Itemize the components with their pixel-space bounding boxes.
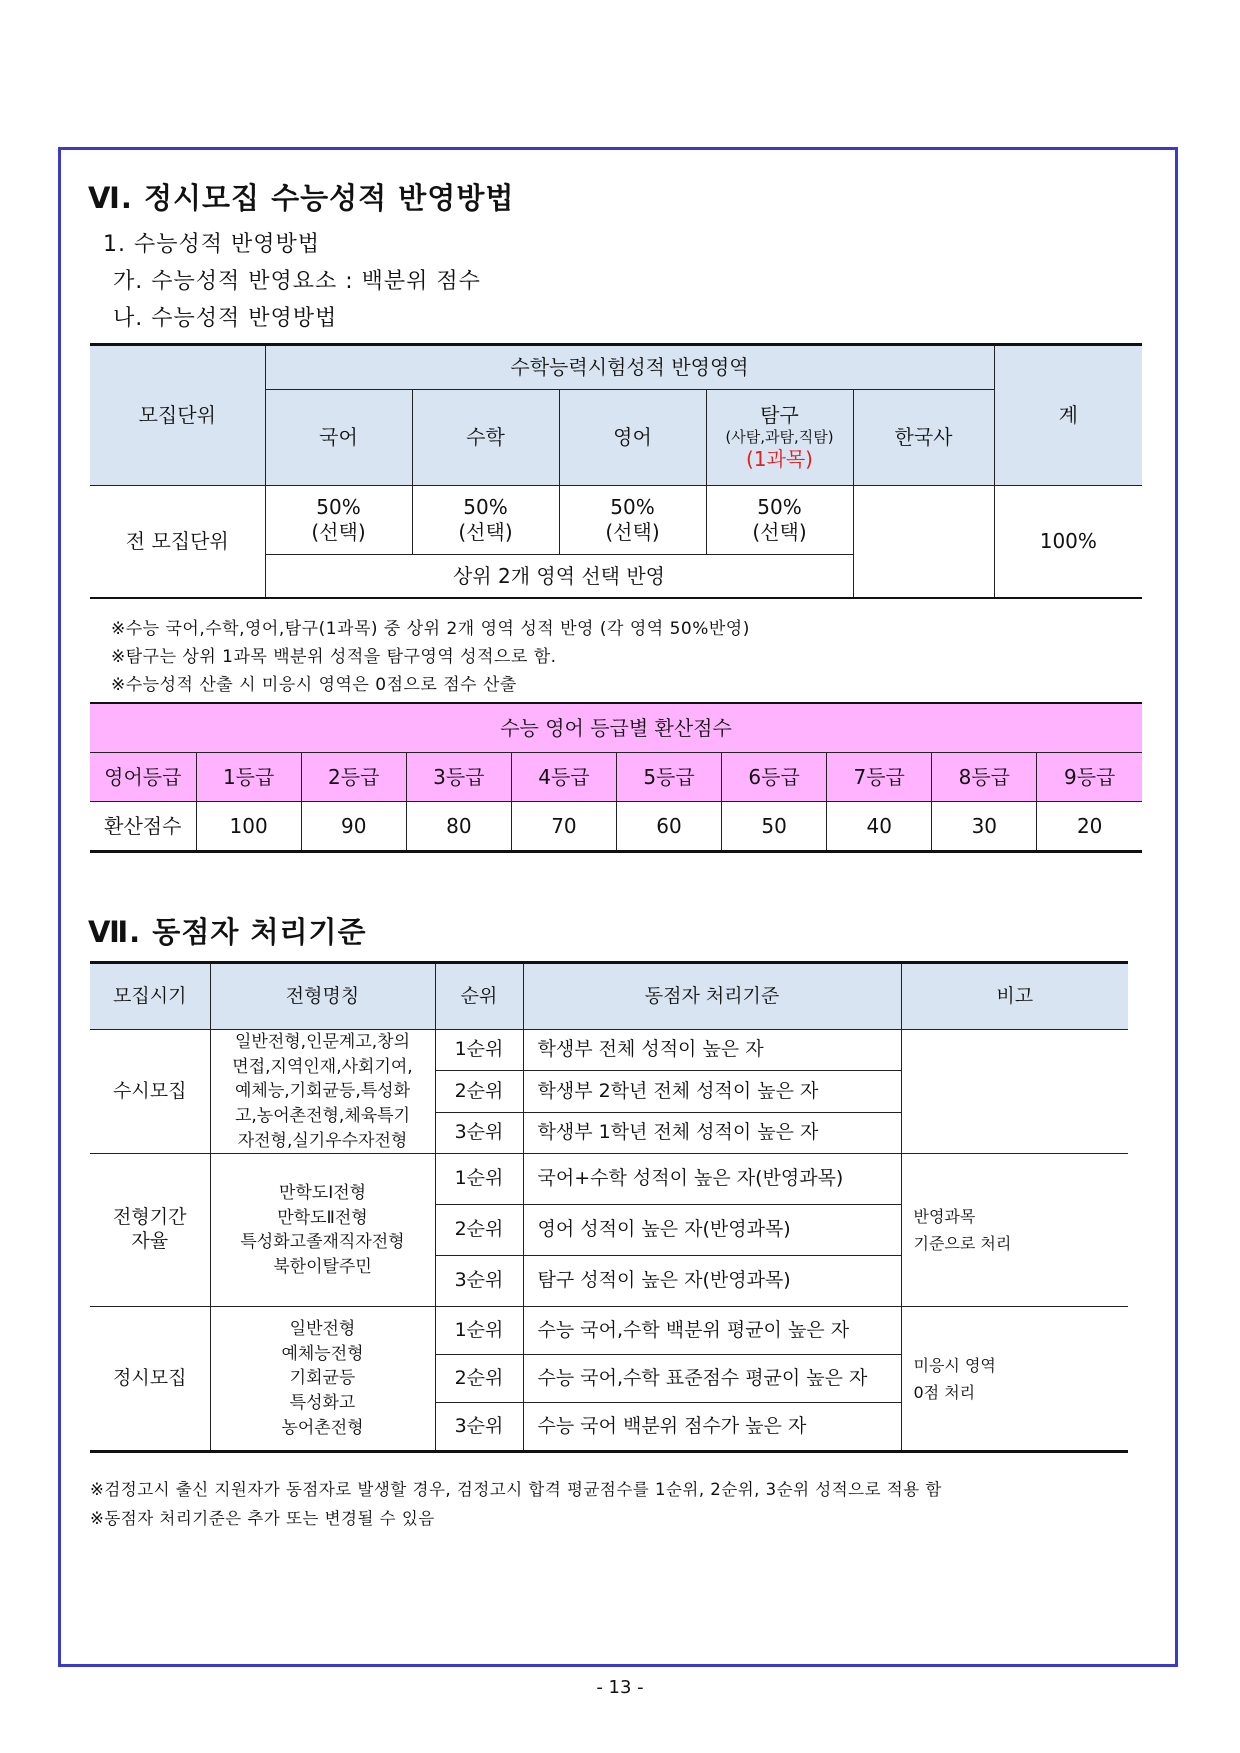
rank-cell: 2순위 [435, 1205, 523, 1256]
rank-cell: 3순위 [435, 1112, 523, 1153]
grade-cell: 4등급 [511, 753, 616, 802]
header-korean-history: 한국사 [853, 390, 994, 486]
section-7-title: Ⅶ. 동점자 처리기준 [88, 915, 367, 949]
criteria-cell: 수능 국어,수학 백분위 평균이 높은 자 [523, 1307, 901, 1355]
tie-break-table [90, 961, 1128, 1453]
header-rank: 순위 [435, 963, 523, 1030]
header-type: 전형명칭 [210, 963, 435, 1030]
criteria-cell: 수능 국어,수학 표준점수 평균이 높은 자 [523, 1355, 901, 1403]
grade-cell: 3등급 [406, 753, 511, 802]
period-autonomous: 전형기간 자율 [90, 1154, 210, 1307]
header-korean: 국어 [265, 390, 412, 486]
header-period: 모집시기 [90, 963, 210, 1030]
note-1-1: ※수능 국어,수학,영어,탐구(1과목) 중 상위 2개 영역 성적 반영 (각 영역 50%반영) [111, 619, 750, 639]
grade-cell: 8등급 [932, 753, 1037, 802]
korean-ratio: 50% (선택) [265, 486, 412, 555]
types-regular: 일반전형 예체능전형 기회균등 특성화고 농어촌전형 [210, 1307, 435, 1452]
page-number: - 13 - [596, 1677, 644, 1698]
criteria-cell: 학생부 2학년 전체 성적이 높은 자 [523, 1071, 901, 1112]
row-all-units: 전 모집단위 [90, 486, 265, 599]
types-autonomous: 만학도Ⅰ전형 만학도Ⅱ전형 특성화고졸재직자전형 북한이탈주민 [210, 1154, 435, 1307]
header-remark: 비고 [901, 963, 1128, 1030]
header-total: 계 [994, 345, 1142, 486]
grade-cell: 2등급 [301, 753, 406, 802]
score-cell: 50 [722, 802, 827, 852]
criteria-cell: 학생부 1학년 전체 성적이 높은 자 [523, 1112, 901, 1153]
header-english: 영어 [559, 390, 706, 486]
criteria-cell: 학생부 전체 성적이 높은 자 [523, 1030, 901, 1071]
score-cell: 70 [511, 802, 616, 852]
score-cell: 30 [932, 802, 1037, 852]
exploration-note: (1과목) [746, 446, 813, 471]
sub-heading-ga: 가. 수능성적 반영요소 : 백분위 점수 [113, 269, 481, 294]
header-criteria: 동점자 처리기준 [523, 963, 901, 1030]
period-early: 수시모집 [90, 1030, 210, 1154]
section-6-title: Ⅵ. 정시모집 수능성적 반영방법 [88, 181, 515, 215]
criteria-cell: 영어 성적이 높은 자(반영과목) [523, 1205, 901, 1256]
sub-heading-na: 나. 수능성적 반영방법 [113, 306, 338, 331]
score-cell: 60 [616, 802, 721, 852]
score-reflection-table [90, 343, 1142, 599]
remark-autonomous: 반영과목 기준으로 처리 [901, 1154, 1128, 1307]
grade-cell: 1등급 [196, 753, 301, 802]
header-reflection-area: 수학능력시험성적 반영영역 [265, 345, 994, 390]
criteria-cell: 수능 국어 백분위 점수가 높은 자 [523, 1403, 901, 1452]
rank-cell: 1순위 [435, 1307, 523, 1355]
score-cell: 90 [301, 802, 406, 852]
total-ratio: 100% [994, 486, 1142, 599]
score-label: 환산점수 [90, 802, 196, 852]
grade-cell: 6등급 [722, 753, 827, 802]
period-regular: 정시모집 [90, 1307, 210, 1452]
score-cell: 40 [827, 802, 932, 852]
header-recruit-unit: 모집단위 [90, 345, 265, 486]
exploration-subjects: (사탐,과탐,직탐) [725, 428, 834, 447]
math-ratio: 50% (선택) [412, 486, 559, 555]
note-2-1: ※검정고시 출신 지원자가 동점자로 발생할 경우, 검정고시 합격 평균점수를 1순위, 2순위, 3순위 성적으로 적용 함 [90, 1480, 942, 1499]
rank-cell: 3순위 [435, 1256, 523, 1307]
rank-cell: 1순위 [435, 1154, 523, 1205]
english-grade-table [90, 702, 1142, 853]
rank-cell: 2순위 [435, 1071, 523, 1112]
history-ratio [853, 486, 994, 599]
header-math: 수학 [412, 390, 559, 486]
rank-cell: 1순위 [435, 1030, 523, 1071]
english-ratio: 50% (선택) [559, 486, 706, 555]
grade-label: 영어등급 [90, 753, 196, 802]
remark-early [901, 1030, 1128, 1154]
rank-cell: 2순위 [435, 1355, 523, 1403]
grade-cell: 5등급 [616, 753, 721, 802]
criteria-cell: 탐구 성적이 높은 자(반영과목) [523, 1256, 901, 1307]
top-2-selection: 상위 2개 영역 선택 반영 [265, 555, 853, 599]
score-cell: 100 [196, 802, 301, 852]
exploration-label: 탐구 [760, 403, 799, 428]
types-early: 일반전형,인문계고,창의 면접,지역인재,사회기여, 예체능,기회균등,특성화 고,농어촌전형,체육특기 자전형,실기우수자전형 [210, 1030, 435, 1154]
note-1-3: ※수능성적 산출 시 미응시 영역은 0점으로 점수 산출 [111, 675, 517, 695]
english-grade-title: 수능 영어 등급별 환산점수 [90, 703, 1142, 753]
grade-cell: 7등급 [827, 753, 932, 802]
score-cell: 80 [406, 802, 511, 852]
header-exploration [706, 390, 853, 486]
grade-cell: 9등급 [1037, 753, 1142, 802]
note-1-2: ※탐구는 상위 1과목 백분위 성적을 탐구영역 성적으로 함. [111, 647, 557, 667]
score-cell: 20 [1037, 802, 1142, 852]
rank-cell: 3순위 [435, 1403, 523, 1452]
remark-regular: 미응시 영역 0점 처리 [901, 1307, 1128, 1452]
criteria-cell: 국어+수학 성적이 높은 자(반영과목) [523, 1154, 901, 1205]
sub-heading-1: 1. 수능성적 반영방법 [103, 232, 320, 257]
note-2-2: ※동점자 처리기준은 추가 또는 변경될 수 있음 [90, 1509, 435, 1528]
exploration-ratio: 50% (선택) [706, 486, 853, 555]
